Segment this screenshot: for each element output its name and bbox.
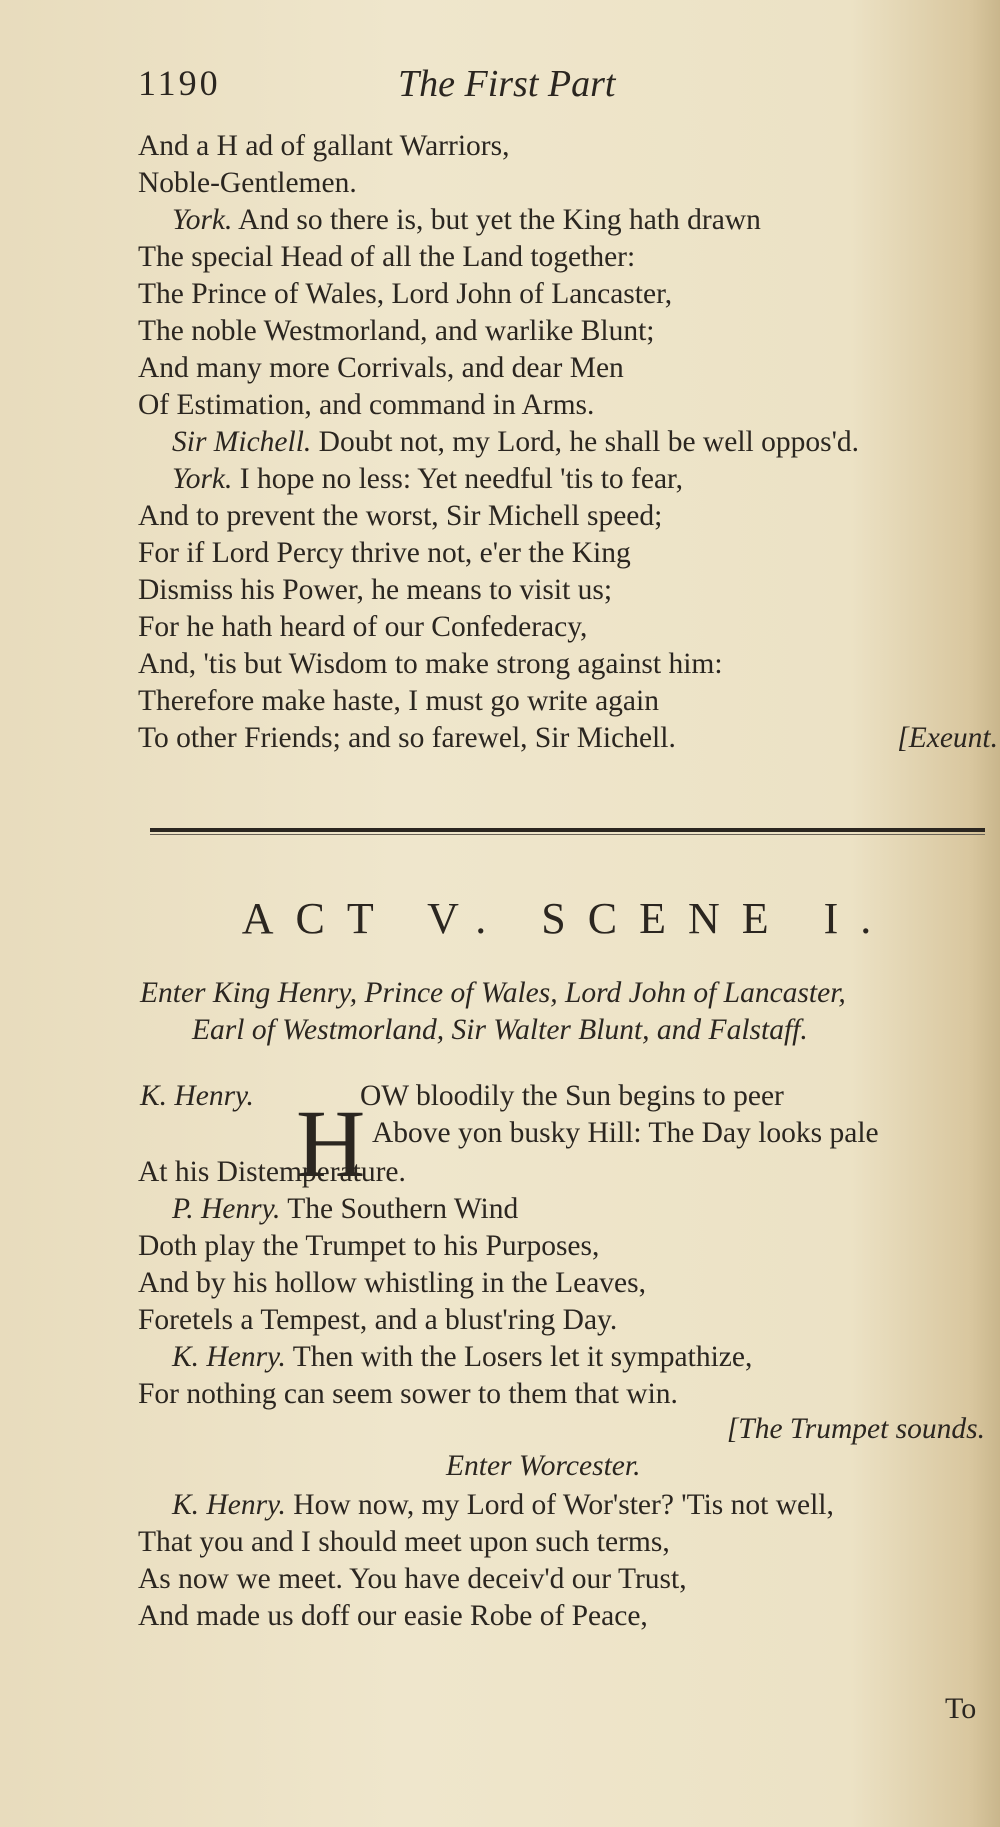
speaker-name: P. Henry. [172,1193,281,1225]
entrance-direction-line-2: Earl of Westmorland, Sir Walter Blunt, and Falstaff. [192,1014,808,1046]
page-number: 1190 [138,63,221,103]
text-line: And, 'tis but Wisdom to make strong against him: [138,648,723,680]
text-line: And by his hollow whistling in the Leaves, [138,1267,647,1299]
text-line: For nothing can seem sower to them that win. [138,1378,678,1410]
text-line: And to prevent the worst, Sir Michell speed; [138,500,663,532]
speaker-name: K. Henry. [172,1341,286,1373]
speaker-name: K. Henry. [172,1489,286,1521]
text-line: As now we meet. You have deceiv'd our Trust, [138,1563,687,1595]
stage-direction-enter-worcester: Enter Worcester. [446,1450,641,1482]
speaker-name: Sir Michell. [172,426,312,458]
stage-direction-trumpet: [The Trumpet sounds. [726,1413,985,1445]
text-line: Foretels a Tempest, and a blust'ring Day. [138,1304,618,1336]
text-line: And many more Corrivals, and dear Men [138,352,624,384]
text-line: Doth play the Trumpet to his Purposes, [138,1230,600,1262]
drop-cap-letter: H [296,1090,366,1197]
text-line: At his Distemperature. [138,1156,406,1188]
scene-text-bottom [138,1487,998,1635]
page-header [138,62,988,112]
scene-text-middle [138,1154,998,1413]
text-line: And a H ad of gallant Warriors, [138,130,510,162]
text-line: York. I hope no less: Yet needful 'tis to fear, [172,463,684,495]
entrance-direction-line-1: Enter King Henry, Prince of Wales, Lord John of Lancaster, [140,977,846,1009]
stage-direction-exeunt: [Exeunt. [897,722,998,754]
text-line: Above yon busky Hill: The Day looks pale [372,1117,879,1149]
text-line: Therefore make haste, I must go write again [138,685,659,717]
text-line: Of Estimation, and command in Arms. [138,389,595,421]
act-scene-heading: ACT V. SCENE I. [241,894,894,943]
text-line: To other Friends; and so farewel, Sir Michell. [Exeunt. [138,720,998,757]
running-title: The First Part [398,63,616,105]
text-line: Dismiss his Power, he means to visit us; [138,574,613,606]
text-line: K. Henry. How now, my Lord of Wor'ster? 'Tis not well, [172,1489,834,1521]
speaker-name: York. [172,463,233,495]
text-line: For he hath heard of our Confederacy, [138,611,588,643]
speaker-name: K. Henry. [140,1080,254,1112]
text-line: P. Henry. The Southern Wind [172,1193,519,1225]
scene-text-top [138,128,998,757]
catchword: To [945,1692,977,1725]
text-line [140,1080,254,1113]
text-line: The Prince of Wales, Lord John of Lancaster, [138,278,673,310]
text-line: For if Lord Percy thrive not, e'er the King [138,537,631,569]
text-line: The noble Westmorland, and warlike Blunt; [138,315,655,347]
text-line: That you and I should meet upon such terms, [138,1526,670,1558]
text-line: York. And so there is, but yet the King hath drawn [172,204,761,236]
text-line: Noble-Gentlemen. [138,167,357,199]
text-line: The special Head of all the Land together: [138,241,636,273]
speaker-name: York. [172,204,233,236]
text-line: OW bloodily the Sun begins to peer [360,1080,784,1112]
text-line: K. Henry. Then with the Losers let it sympathize, [172,1341,753,1373]
text-line: And made us doff our easie Robe of Peace, [138,1600,648,1632]
text-line: Sir Michell. Doubt not, my Lord, he shall be well oppos'd. [172,426,860,458]
section-divider-rule [150,828,985,832]
